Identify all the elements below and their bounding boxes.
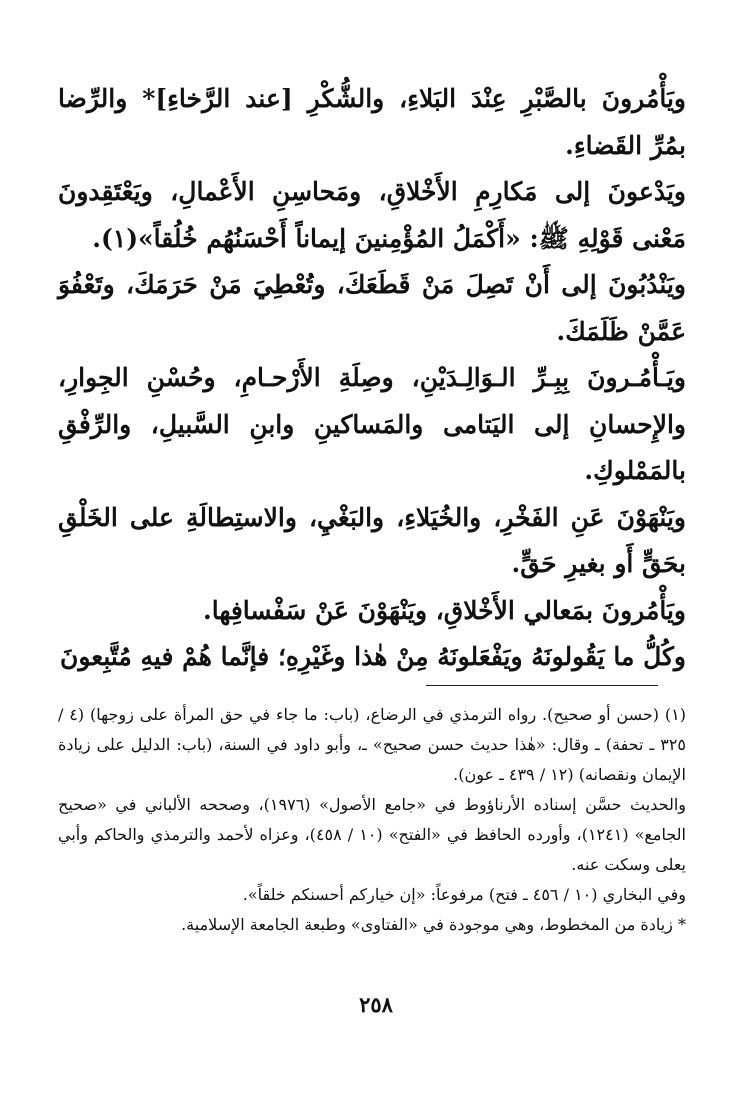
main-text <box>58 76 686 681</box>
paragraph-parents: ويَـأْمُـرونَ بِبِـرِّ الـوَالِـدَيْنِ، وصِلَةِ الأَرْحـامِ، وحُسْنِ الجِوارِ، والإِحسانِ إلى اليَتامى والمَساكينِ وابنِ السَّبيلِ، والرِّفْقِ بالمَمْلوكِ. <box>58 363 686 485</box>
footnote-star: * زيادة من المخطوط، وهي موجودة في «الفتاوى» وطبعة الجامعة الإسلامية. <box>181 915 686 934</box>
footnote-1: (١) (حسن أو صحيح). رواه الترمذي في الرضاع، (باب: ما جاء في حق المرأة على زوجها) (٤ / ٣٢٥ ـ تحفة) ـ وقال: «هٰذا حديث حسن صحيح» ـ، وأبو داود في السنة، (باب: الدليل على زيادة الإيمان ونقصانه) (١٢ / ٤٣٩ ـ عون). <box>58 705 687 784</box>
footnote-divider <box>426 685 658 686</box>
paragraph-following: وكُلُّ ما يَقُولونَهُ ويَفْعَلونَهُ مِنْ هٰذا وغَيْرِهِ؛ فإنَّما هُمْ فيهِ مُتَّبِعونَ <box>60 642 686 671</box>
footnote-1-grading: والحديث حسَّن إسناده الأرناؤوط في «جامع الأصول» (١٩٧٦)، وصححه الألباني في «صحيح الجامع» (١٢٤١)، وأورده الحافظ في «الفتح» (١٠ / ٤٥٨)، وعزاه لأحمد والترمذي والحاكم وأبي يعلى وسكت عنه. <box>58 795 687 874</box>
footnotes <box>58 700 686 940</box>
paragraph-good-character: ويَدْعونَ إلى مَكارِمِ الأَخْلاقِ، ومَحاسِنِ الأَعْمالِ، ويَعْتَقِدونَ مَعْنى قَوْلِهِ ﷺ: «أَكْمَلُ المُؤْمِنينَ إيماناً أَحْسَنُهُم خُلُقاً»(١). <box>58 177 686 253</box>
footnote-1-bukhari: وفي البخاري (١٠ / ٤٥٦ ـ فتح) مرفوعاً: «إن خياركم أحسنكم خلقاً». <box>242 885 686 904</box>
page-number: ٢٥٨ <box>359 992 393 1017</box>
paragraph-high-morals: ويَأْمُرونَ بمَعالي الأَخْلاقِ، ويَنْهَوْنَ عَنْ سَفْسافِها. <box>203 595 686 625</box>
paragraph-patience: ويَأْمُرونَ بالصَّبْرِ عِنْدَ البَلاءِ، والشُّكْرِ [عند الرَّخاءِ]* والرِّضا بمُرِّ القَضاءِ. <box>58 84 686 160</box>
paragraph-kinship: ويَنْدُبُونَ إلى أَنْ تَصِلَ مَنْ قَطَعَكَ، وتُعْطِيَ مَنْ حَرَمَكَ، وتَعْفُوَ عَمَّنْ ظَلَمَكَ. <box>58 270 686 346</box>
paragraph-pride: ويَنْهَوْنَ عَنِ الفَخْرِ، والخُيَلاءِ، والبَغْيِ، والاستِطالَةِ على الخَلْقِ بحَقٍّ أَو بغيرِ حَقٍّ. <box>58 502 686 578</box>
